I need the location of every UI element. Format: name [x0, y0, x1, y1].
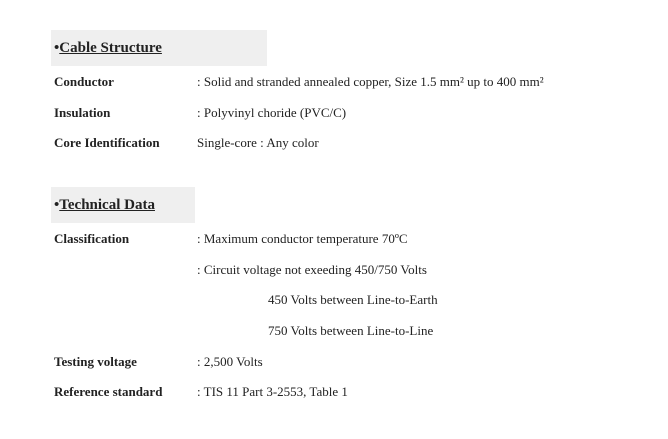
technical-data-title: Technical Data [59, 197, 155, 213]
insulation-value: : Polyvinyl choride (PVC/C) [197, 105, 347, 120]
reference-standard-value: : TIS 11 Part 3-2553, Table 1 [197, 384, 348, 399]
classification-line: : Maximum conductor temperature 70ºC [197, 231, 408, 246]
classification-label: Classification [54, 231, 130, 246]
core-identification-value: Single-core : Any color [197, 135, 319, 150]
classification-line: : Circuit voltage not exeeding 450/750 Volts [197, 262, 427, 277]
reference-standard-label: Reference standard [54, 384, 163, 399]
conductor-label: Conductor [54, 74, 114, 89]
classification-line: 450 Volts between Line-to-Earth [268, 292, 438, 307]
cable-structure-title: Cable Structure [59, 40, 162, 56]
cable-structure-heading [51, 30, 267, 66]
bullet-icon: • [54, 197, 60, 213]
classification-line: 750 Volts between Line-to-Line [268, 323, 434, 338]
testing-voltage-value: : 2,500 Volts [197, 354, 263, 369]
insulation-label: Insulation [54, 105, 111, 120]
core-identification-label: Core Identification [54, 135, 160, 150]
bullet-icon: • [54, 40, 60, 56]
testing-voltage-label: Testing voltage [54, 354, 137, 369]
technical-data-heading [51, 187, 195, 223]
conductor-value: : Solid and stranded annealed copper, Size 1.5 mm² up to 400 mm² [197, 74, 544, 89]
